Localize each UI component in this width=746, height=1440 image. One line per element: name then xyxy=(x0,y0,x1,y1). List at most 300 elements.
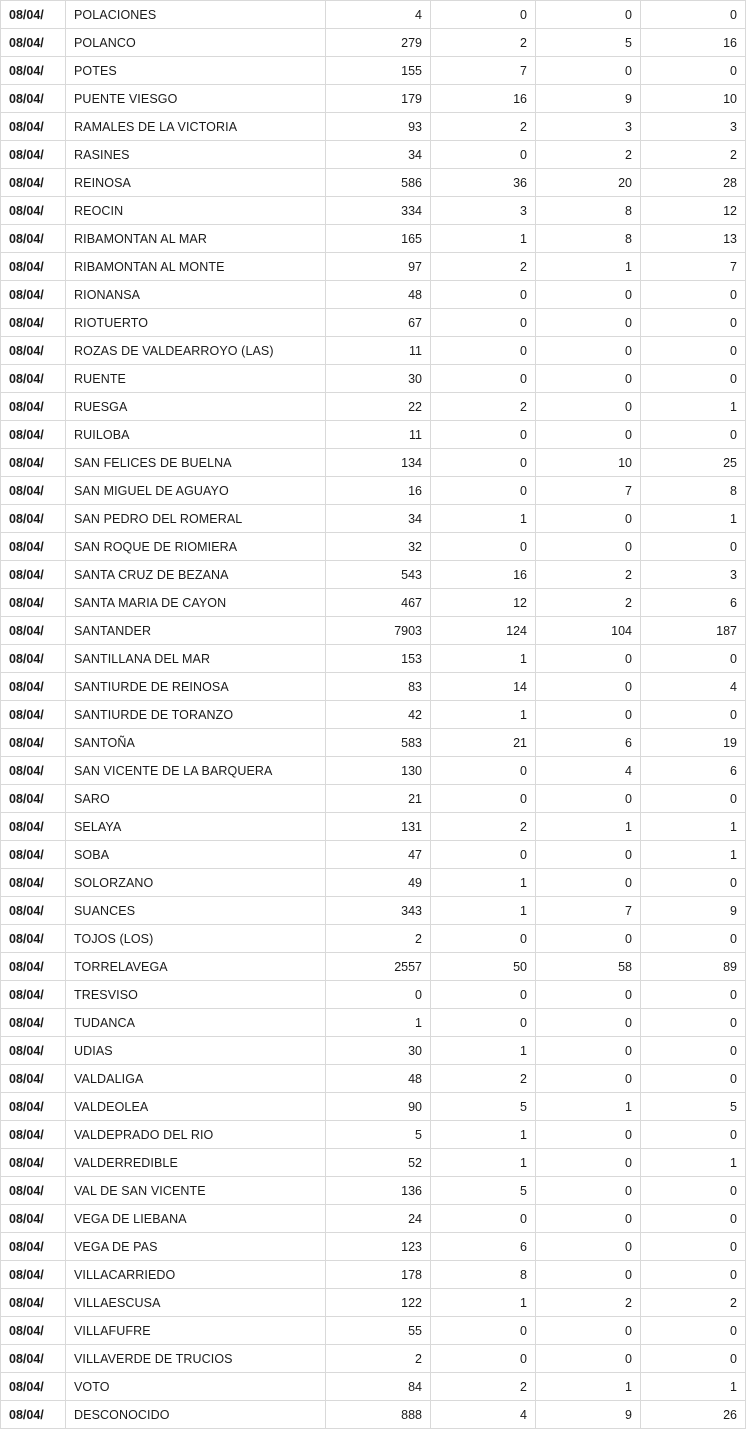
row-municipality: SAN PEDRO DEL ROMERAL xyxy=(66,505,326,533)
row-value-4: 5 xyxy=(641,1093,746,1121)
row-value-4: 8 xyxy=(641,477,746,505)
row-value-2: 0 xyxy=(431,1345,536,1373)
row-date: 08/04/ xyxy=(1,253,66,281)
table-row xyxy=(1,1037,746,1065)
row-date: 08/04/ xyxy=(1,981,66,1009)
row-value-1: 279 xyxy=(326,29,431,57)
row-value-4: 1 xyxy=(641,393,746,421)
row-value-4: 0 xyxy=(641,1009,746,1037)
row-value-3: 0 xyxy=(536,1345,641,1373)
row-date: 08/04/ xyxy=(1,1317,66,1345)
row-value-2: 0 xyxy=(431,141,536,169)
table-row xyxy=(1,1,746,29)
row-date: 08/04/ xyxy=(1,1093,66,1121)
row-value-1: 334 xyxy=(326,197,431,225)
row-date: 08/04/ xyxy=(1,841,66,869)
row-municipality: REOCIN xyxy=(66,197,326,225)
table-row xyxy=(1,1317,746,1345)
row-municipality: VAL DE SAN VICENTE xyxy=(66,1177,326,1205)
row-date: 08/04/ xyxy=(1,1401,66,1429)
row-municipality: VALDEPRADO DEL RIO xyxy=(66,1121,326,1149)
row-value-1: 1 xyxy=(326,1009,431,1037)
row-value-1: 586 xyxy=(326,169,431,197)
row-date: 08/04/ xyxy=(1,1149,66,1177)
row-value-1: 11 xyxy=(326,337,431,365)
table-row xyxy=(1,113,746,141)
row-value-1: 48 xyxy=(326,281,431,309)
row-value-1: 130 xyxy=(326,757,431,785)
row-value-1: 467 xyxy=(326,589,431,617)
table-row xyxy=(1,1345,746,1373)
row-value-3: 8 xyxy=(536,197,641,225)
row-value-4: 0 xyxy=(641,1065,746,1093)
row-value-1: 48 xyxy=(326,1065,431,1093)
row-value-3: 0 xyxy=(536,1009,641,1037)
table-row xyxy=(1,561,746,589)
row-value-2: 0 xyxy=(431,757,536,785)
row-value-4: 0 xyxy=(641,1121,746,1149)
row-municipality: RUENTE xyxy=(66,365,326,393)
row-value-3: 0 xyxy=(536,1,641,29)
row-value-1: 34 xyxy=(326,505,431,533)
row-value-4: 2 xyxy=(641,141,746,169)
row-value-4: 1 xyxy=(641,813,746,841)
row-municipality: VOTO xyxy=(66,1373,326,1401)
table-row xyxy=(1,1177,746,1205)
row-date: 08/04/ xyxy=(1,729,66,757)
row-value-1: 5 xyxy=(326,1121,431,1149)
row-value-1: 47 xyxy=(326,841,431,869)
row-value-3: 0 xyxy=(536,393,641,421)
row-value-4: 2 xyxy=(641,1289,746,1317)
table-row xyxy=(1,449,746,477)
row-value-3: 0 xyxy=(536,281,641,309)
row-value-3: 0 xyxy=(536,1261,641,1289)
row-municipality: SAN VICENTE DE LA BARQUERA xyxy=(66,757,326,785)
row-value-4: 0 xyxy=(641,785,746,813)
row-value-4: 0 xyxy=(641,1345,746,1373)
row-municipality: SELAYA xyxy=(66,813,326,841)
row-municipality: RUESGA xyxy=(66,393,326,421)
row-value-2: 124 xyxy=(431,617,536,645)
row-value-1: 4 xyxy=(326,1,431,29)
row-value-2: 1 xyxy=(431,225,536,253)
row-municipality: ROZAS DE VALDEARROYO (LAS) xyxy=(66,337,326,365)
row-value-2: 1 xyxy=(431,1037,536,1065)
row-value-2: 0 xyxy=(431,1,536,29)
row-value-2: 0 xyxy=(431,1009,536,1037)
table-row xyxy=(1,281,746,309)
row-municipality: SUANCES xyxy=(66,897,326,925)
row-value-3: 0 xyxy=(536,869,641,897)
row-value-2: 16 xyxy=(431,85,536,113)
table-row xyxy=(1,1373,746,1401)
table-row xyxy=(1,421,746,449)
row-value-2: 1 xyxy=(431,505,536,533)
row-municipality: TORRELAVEGA xyxy=(66,953,326,981)
row-value-1: 52 xyxy=(326,1149,431,1177)
row-value-4: 1 xyxy=(641,1149,746,1177)
row-value-4: 0 xyxy=(641,1317,746,1345)
row-value-4: 0 xyxy=(641,1261,746,1289)
row-value-1: 543 xyxy=(326,561,431,589)
row-value-2: 5 xyxy=(431,1093,536,1121)
row-date: 08/04/ xyxy=(1,1121,66,1149)
row-date: 08/04/ xyxy=(1,85,66,113)
row-municipality: SANTANDER xyxy=(66,617,326,645)
row-date: 08/04/ xyxy=(1,225,66,253)
row-value-2: 2 xyxy=(431,1373,536,1401)
row-value-4: 10 xyxy=(641,85,746,113)
row-value-3: 0 xyxy=(536,533,641,561)
row-date: 08/04/ xyxy=(1,561,66,589)
row-value-3: 0 xyxy=(536,309,641,337)
row-value-1: 67 xyxy=(326,309,431,337)
row-value-4: 1 xyxy=(641,1373,746,1401)
row-value-2: 2 xyxy=(431,393,536,421)
row-value-3: 0 xyxy=(536,365,641,393)
row-value-3: 6 xyxy=(536,729,641,757)
row-date: 08/04/ xyxy=(1,813,66,841)
row-value-2: 16 xyxy=(431,561,536,589)
row-date: 08/04/ xyxy=(1,533,66,561)
row-value-3: 0 xyxy=(536,337,641,365)
row-date: 08/04/ xyxy=(1,897,66,925)
table-row xyxy=(1,1121,746,1149)
row-value-1: 134 xyxy=(326,449,431,477)
row-value-4: 0 xyxy=(641,1037,746,1065)
row-value-4: 0 xyxy=(641,1,746,29)
row-date: 08/04/ xyxy=(1,281,66,309)
row-value-4: 0 xyxy=(641,1233,746,1261)
row-date: 08/04/ xyxy=(1,1261,66,1289)
table-row xyxy=(1,841,746,869)
row-value-3: 2 xyxy=(536,589,641,617)
row-value-1: 16 xyxy=(326,477,431,505)
table-row xyxy=(1,85,746,113)
row-value-1: 30 xyxy=(326,1037,431,1065)
row-value-4: 28 xyxy=(641,169,746,197)
row-value-3: 104 xyxy=(536,617,641,645)
row-value-1: 7903 xyxy=(326,617,431,645)
table-row xyxy=(1,1233,746,1261)
row-value-1: 131 xyxy=(326,813,431,841)
table-row xyxy=(1,225,746,253)
row-municipality: TOJOS (LOS) xyxy=(66,925,326,953)
table-row xyxy=(1,617,746,645)
row-value-1: 165 xyxy=(326,225,431,253)
row-municipality: PUENTE VIESGO xyxy=(66,85,326,113)
row-municipality: VALDERREDIBLE xyxy=(66,1149,326,1177)
row-value-3: 1 xyxy=(536,1373,641,1401)
row-value-4: 0 xyxy=(641,365,746,393)
row-date: 08/04/ xyxy=(1,1037,66,1065)
row-value-1: 84 xyxy=(326,1373,431,1401)
row-municipality: VILLAVERDE DE TRUCIOS xyxy=(66,1345,326,1373)
row-value-1: 49 xyxy=(326,869,431,897)
table-row xyxy=(1,981,746,1009)
row-value-4: 0 xyxy=(641,533,746,561)
row-value-2: 0 xyxy=(431,981,536,1009)
row-date: 08/04/ xyxy=(1,421,66,449)
row-value-3: 1 xyxy=(536,253,641,281)
table-row xyxy=(1,1149,746,1177)
row-value-4: 3 xyxy=(641,113,746,141)
row-municipality: SAN ROQUE DE RIOMIERA xyxy=(66,533,326,561)
row-value-2: 0 xyxy=(431,1317,536,1345)
row-value-4: 0 xyxy=(641,645,746,673)
row-value-3: 9 xyxy=(536,1401,641,1429)
row-value-1: 122 xyxy=(326,1289,431,1317)
row-value-2: 2 xyxy=(431,253,536,281)
table-row xyxy=(1,505,746,533)
row-date: 08/04/ xyxy=(1,1065,66,1093)
row-municipality: VALDEOLEA xyxy=(66,1093,326,1121)
row-value-3: 20 xyxy=(536,169,641,197)
row-value-2: 4 xyxy=(431,1401,536,1429)
row-value-1: 11 xyxy=(326,421,431,449)
row-date: 08/04/ xyxy=(1,141,66,169)
row-date: 08/04/ xyxy=(1,1,66,29)
row-value-1: 0 xyxy=(326,981,431,1009)
row-municipality: VILLAESCUSA xyxy=(66,1289,326,1317)
row-value-4: 0 xyxy=(641,337,746,365)
row-date: 08/04/ xyxy=(1,673,66,701)
row-value-1: 21 xyxy=(326,785,431,813)
row-value-3: 7 xyxy=(536,897,641,925)
table-row xyxy=(1,1065,746,1093)
table-row xyxy=(1,337,746,365)
table-row xyxy=(1,309,746,337)
table-row xyxy=(1,477,746,505)
row-municipality: RAMALES DE LA VICTORIA xyxy=(66,113,326,141)
table-row xyxy=(1,673,746,701)
row-value-1: 83 xyxy=(326,673,431,701)
row-value-2: 50 xyxy=(431,953,536,981)
row-value-2: 1 xyxy=(431,897,536,925)
row-value-2: 1 xyxy=(431,1121,536,1149)
row-value-4: 0 xyxy=(641,309,746,337)
table-row xyxy=(1,141,746,169)
row-municipality: TUDANCA xyxy=(66,1009,326,1037)
row-value-2: 0 xyxy=(431,1205,536,1233)
row-value-3: 0 xyxy=(536,841,641,869)
row-municipality: SAN MIGUEL DE AGUAYO xyxy=(66,477,326,505)
row-value-1: 93 xyxy=(326,113,431,141)
row-municipality: RIBAMONTAN AL MONTE xyxy=(66,253,326,281)
table-row xyxy=(1,813,746,841)
table-row xyxy=(1,645,746,673)
row-date: 08/04/ xyxy=(1,309,66,337)
table-row xyxy=(1,589,746,617)
table-row xyxy=(1,785,746,813)
row-value-3: 3 xyxy=(536,113,641,141)
row-value-4: 0 xyxy=(641,981,746,1009)
row-municipality: RASINES xyxy=(66,141,326,169)
table-body xyxy=(1,1,746,1429)
row-value-3: 9 xyxy=(536,85,641,113)
row-value-3: 0 xyxy=(536,925,641,953)
row-date: 08/04/ xyxy=(1,1373,66,1401)
table-row xyxy=(1,729,746,757)
row-date: 08/04/ xyxy=(1,1009,66,1037)
row-value-2: 12 xyxy=(431,589,536,617)
row-date: 08/04/ xyxy=(1,1177,66,1205)
row-value-1: 178 xyxy=(326,1261,431,1289)
row-value-4: 89 xyxy=(641,953,746,981)
table-row xyxy=(1,169,746,197)
row-value-3: 0 xyxy=(536,505,641,533)
row-value-4: 0 xyxy=(641,701,746,729)
row-value-2: 1 xyxy=(431,1289,536,1317)
row-value-3: 2 xyxy=(536,561,641,589)
row-value-1: 155 xyxy=(326,57,431,85)
row-value-1: 32 xyxy=(326,533,431,561)
row-value-3: 0 xyxy=(536,57,641,85)
row-value-1: 123 xyxy=(326,1233,431,1261)
row-value-1: 24 xyxy=(326,1205,431,1233)
row-value-1: 153 xyxy=(326,645,431,673)
row-value-2: 0 xyxy=(431,477,536,505)
row-value-2: 0 xyxy=(431,281,536,309)
row-value-2: 2 xyxy=(431,1065,536,1093)
row-value-3: 1 xyxy=(536,1093,641,1121)
row-municipality: POLACIONES xyxy=(66,1,326,29)
row-value-2: 7 xyxy=(431,57,536,85)
row-value-2: 21 xyxy=(431,729,536,757)
row-value-1: 2 xyxy=(326,1345,431,1373)
row-value-1: 583 xyxy=(326,729,431,757)
row-municipality: VALDALIGA xyxy=(66,1065,326,1093)
row-value-2: 0 xyxy=(431,533,536,561)
row-value-3: 5 xyxy=(536,29,641,57)
row-value-3: 0 xyxy=(536,1065,641,1093)
table-row xyxy=(1,1261,746,1289)
row-municipality: REINOSA xyxy=(66,169,326,197)
table-row xyxy=(1,897,746,925)
row-value-1: 136 xyxy=(326,1177,431,1205)
row-value-4: 19 xyxy=(641,729,746,757)
row-value-1: 343 xyxy=(326,897,431,925)
row-value-4: 0 xyxy=(641,421,746,449)
row-value-3: 8 xyxy=(536,225,641,253)
row-value-3: 0 xyxy=(536,1037,641,1065)
row-value-3: 1 xyxy=(536,813,641,841)
row-value-4: 0 xyxy=(641,925,746,953)
row-value-3: 4 xyxy=(536,757,641,785)
row-value-2: 8 xyxy=(431,1261,536,1289)
row-date: 08/04/ xyxy=(1,477,66,505)
row-date: 08/04/ xyxy=(1,785,66,813)
row-value-2: 14 xyxy=(431,673,536,701)
row-value-2: 0 xyxy=(431,841,536,869)
row-value-3: 0 xyxy=(536,1177,641,1205)
row-value-2: 5 xyxy=(431,1177,536,1205)
table-row xyxy=(1,1289,746,1317)
row-value-1: 2 xyxy=(326,925,431,953)
row-value-1: 179 xyxy=(326,85,431,113)
row-municipality: SANTOÑA xyxy=(66,729,326,757)
row-value-2: 2 xyxy=(431,29,536,57)
row-value-1: 55 xyxy=(326,1317,431,1345)
row-value-2: 1 xyxy=(431,1149,536,1177)
row-value-4: 0 xyxy=(641,869,746,897)
row-value-4: 6 xyxy=(641,589,746,617)
row-value-3: 2 xyxy=(536,141,641,169)
table-row xyxy=(1,1401,746,1429)
row-value-3: 0 xyxy=(536,645,641,673)
row-value-4: 0 xyxy=(641,281,746,309)
row-date: 08/04/ xyxy=(1,1289,66,1317)
row-value-4: 3 xyxy=(641,561,746,589)
row-municipality: VEGA DE LIEBANA xyxy=(66,1205,326,1233)
row-value-3: 0 xyxy=(536,701,641,729)
row-value-1: 30 xyxy=(326,365,431,393)
row-date: 08/04/ xyxy=(1,29,66,57)
row-value-4: 0 xyxy=(641,1177,746,1205)
row-value-2: 0 xyxy=(431,449,536,477)
row-value-3: 10 xyxy=(536,449,641,477)
row-value-2: 0 xyxy=(431,785,536,813)
row-date: 08/04/ xyxy=(1,113,66,141)
row-municipality: SANTILLANA DEL MAR xyxy=(66,645,326,673)
row-value-2: 3 xyxy=(431,197,536,225)
row-value-2: 0 xyxy=(431,365,536,393)
row-value-3: 0 xyxy=(536,1205,641,1233)
row-date: 08/04/ xyxy=(1,757,66,785)
row-value-2: 0 xyxy=(431,925,536,953)
row-date: 08/04/ xyxy=(1,1205,66,1233)
row-date: 08/04/ xyxy=(1,449,66,477)
table-row xyxy=(1,869,746,897)
row-value-1: 34 xyxy=(326,141,431,169)
row-date: 08/04/ xyxy=(1,197,66,225)
row-value-3: 0 xyxy=(536,1233,641,1261)
row-municipality: SARO xyxy=(66,785,326,813)
table-row xyxy=(1,1093,746,1121)
table-row xyxy=(1,533,746,561)
row-value-4: 6 xyxy=(641,757,746,785)
row-municipality: UDIAS xyxy=(66,1037,326,1065)
row-value-2: 0 xyxy=(431,421,536,449)
row-date: 08/04/ xyxy=(1,1233,66,1261)
table-row xyxy=(1,253,746,281)
row-value-1: 97 xyxy=(326,253,431,281)
row-municipality: POTES xyxy=(66,57,326,85)
row-date: 08/04/ xyxy=(1,617,66,645)
row-value-4: 1 xyxy=(641,505,746,533)
row-value-4: 0 xyxy=(641,57,746,85)
row-date: 08/04/ xyxy=(1,57,66,85)
row-date: 08/04/ xyxy=(1,505,66,533)
row-value-2: 2 xyxy=(431,113,536,141)
row-date: 08/04/ xyxy=(1,953,66,981)
row-value-4: 4 xyxy=(641,673,746,701)
row-value-4: 25 xyxy=(641,449,746,477)
table-row xyxy=(1,757,746,785)
row-value-3: 58 xyxy=(536,953,641,981)
row-value-3: 0 xyxy=(536,1317,641,1345)
row-date: 08/04/ xyxy=(1,393,66,421)
row-value-3: 0 xyxy=(536,1121,641,1149)
row-date: 08/04/ xyxy=(1,701,66,729)
row-value-4: 0 xyxy=(641,1205,746,1233)
table-row xyxy=(1,925,746,953)
row-value-4: 9 xyxy=(641,897,746,925)
row-municipality: SOLORZANO xyxy=(66,869,326,897)
row-value-4: 1 xyxy=(641,841,746,869)
row-date: 08/04/ xyxy=(1,337,66,365)
